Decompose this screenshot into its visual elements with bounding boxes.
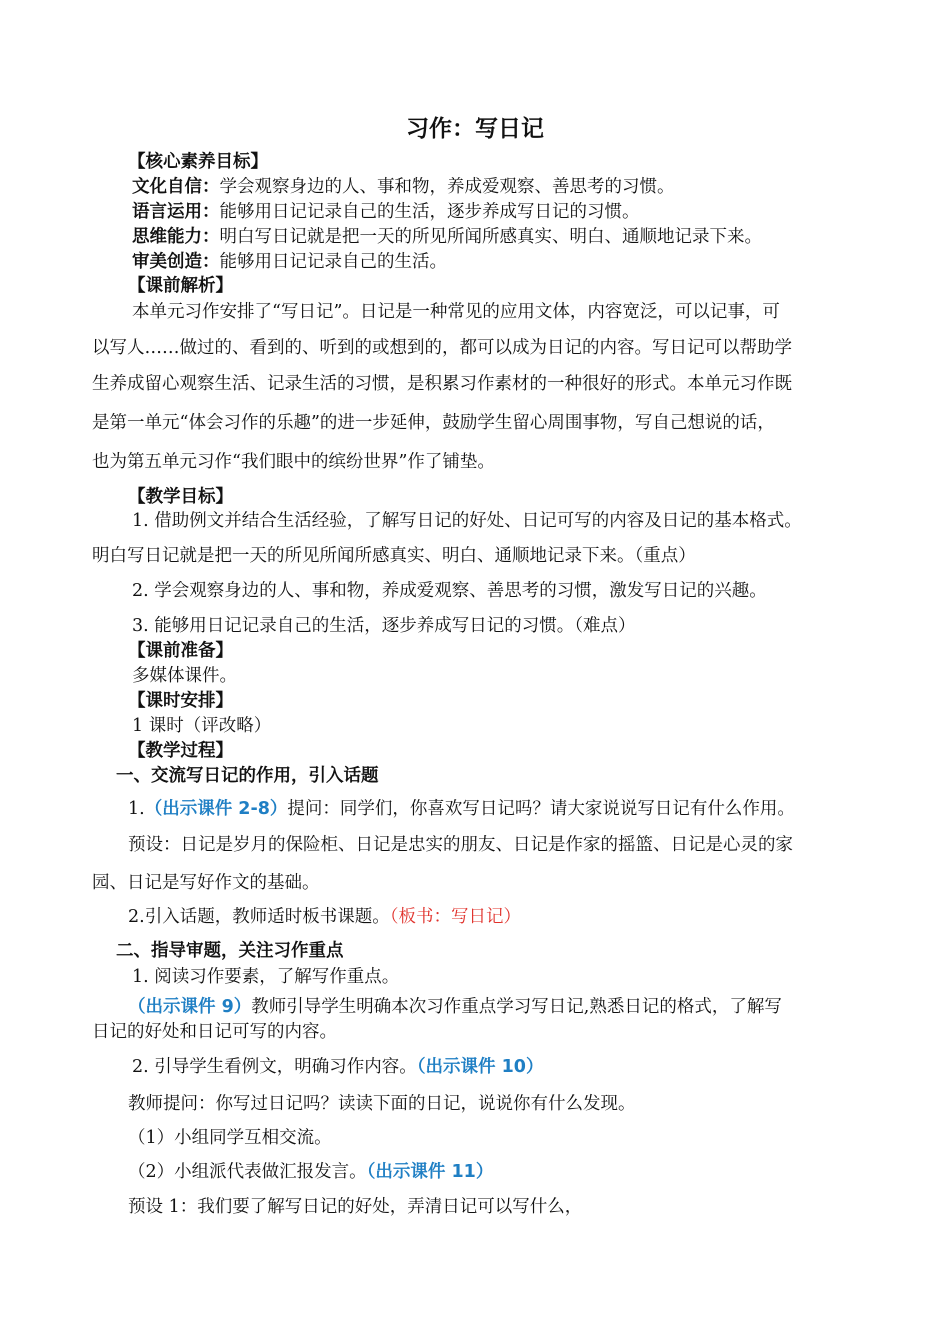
paragraph-text: （2）小组派代表做汇报发言。	[128, 1162, 367, 1182]
heading-teaching-goals: 【教学目标】	[128, 487, 233, 507]
core-goal-label: 审美创造：	[132, 252, 220, 272]
section2-paragraph-3	[132, 1055, 543, 1079]
core-goal-language	[132, 200, 640, 224]
core-goal-label: 思维能力：	[132, 227, 220, 247]
section2-paragraph-7: 预设 1：我们要了解写日记的好处，弄清日记可以写什么，	[128, 1197, 583, 1217]
slide-reference: （出示课件 2-8）	[144, 799, 288, 819]
analysis-line: 本单元习作安排了“写日记”。日记是一种常见的应用文体，内容宽泛，可以记事，可	[132, 302, 780, 322]
slide-reference: （出示课件 10）	[416, 1057, 544, 1077]
paragraph-text: 2. 引导学生看例文，明确习作内容。	[132, 1057, 417, 1077]
heading-preparation: 【课前准备】	[128, 641, 233, 661]
blackboard-note: （板书：写日记）	[389, 907, 521, 927]
core-goal-text: 明白写日记就是把一天的所见所闻所感真实、明白、通顺地记录下来。	[219, 227, 762, 247]
section2-paragraph-1: 1. 阅读习作要素，了解写作重点。	[132, 967, 400, 987]
paragraph-text: 提问：同学们，你喜欢写日记吗？请大家说说写日记有什么作用。	[287, 799, 795, 819]
section1-paragraph-3	[128, 905, 521, 929]
section2-paragraph-2-cont: 日记的好处和日记可写的内容。	[92, 1022, 337, 1042]
schedule-text: 1 课时（评改略）	[132, 716, 272, 736]
analysis-line: 以写人……做过的、看到的、听到的或想到的，都可以成为日记的内容。写日记可以帮助学	[92, 338, 792, 358]
section-heading-2: 二、指导审题，关注习作重点	[116, 941, 344, 961]
teaching-goal-line: 3. 能够用日记记录自己的生活，逐步养成写日记的习惯。（难点）	[132, 616, 636, 636]
teaching-goal-line: 明白写日记就是把一天的所见所闻所感真实、明白、通顺地记录下来。（重点）	[92, 546, 696, 566]
analysis-line: 是第一单元“体会习作的乐趣”的进一步延伸，鼓励学生留心周围事物，写自己想说的话，	[92, 413, 775, 433]
paragraph-text: 教师引导学生明确本次习作重点学习写日记,熟悉日记的格式，了解写	[251, 997, 782, 1017]
core-goal-text: 能够用日记记录自己的生活，逐步养成写日记的习惯。	[219, 202, 640, 222]
section-heading-1: 一、交流写日记的作用，引入话题	[116, 766, 379, 786]
core-goal-thinking	[132, 225, 762, 249]
teaching-goal-line: 2. 学会观察身边的人、事和物，养成爱观察、善思考的习惯，激发写日记的兴趣。	[132, 581, 767, 601]
section2-paragraph-2	[128, 995, 782, 1019]
core-goal-text: 能够用日记记录自己的生活。	[219, 252, 447, 272]
page-title: 习作：写日记	[406, 116, 544, 142]
section2-paragraph-5: （1）小组同学互相交流。	[128, 1128, 332, 1148]
core-goal-label: 文化自信：	[132, 177, 220, 197]
analysis-line: 也为第五单元习作“我们眼中的缤纷世界”作了铺垫。	[92, 452, 495, 472]
core-goal-label: 语言运用：	[132, 202, 220, 222]
section1-paragraph-2-cont: 园、日记是写好作文的基础。	[92, 873, 320, 893]
core-goal-culture	[132, 175, 675, 199]
section1-paragraph-1	[128, 797, 795, 821]
heading-process: 【教学过程】	[128, 741, 233, 761]
core-goal-text: 学会观察身边的人、事和物，养成爱观察、善思考的习惯。	[219, 177, 675, 197]
analysis-line: 生养成留心观察生活、记录生活的习惯，是积累习作素材的一种很好的形式。本单元习作既	[92, 374, 792, 394]
slide-reference: （出示课件 9）	[128, 997, 252, 1017]
preparation-text: 多媒体课件。	[132, 666, 237, 686]
heading-schedule: 【课时安排】	[128, 691, 233, 711]
section1-paragraph-2: 预设：日记是岁月的保险柜、日记是忠实的朋友、日记是作家的摇篮、日记是心灵的家	[128, 835, 793, 855]
teaching-goal-line: 1. 借助例文并结合生活经验，了解写日记的好处、日记可写的内容及日记的基本格式。	[132, 511, 802, 531]
slide-reference: （出示课件 11）	[366, 1162, 494, 1182]
heading-core-goals: 【核心素养目标】	[128, 152, 268, 172]
section2-paragraph-6	[128, 1160, 493, 1184]
core-goal-aesthetic	[132, 250, 447, 274]
section2-paragraph-4: 教师提问：你写过日记吗？读读下面的日记，说说你有什么发现。	[128, 1094, 636, 1114]
paragraph-text: 2.引入话题，教师适时板书课题。	[128, 907, 390, 927]
item-number: 1.	[128, 799, 145, 819]
heading-analysis: 【课前解析】	[128, 276, 233, 296]
